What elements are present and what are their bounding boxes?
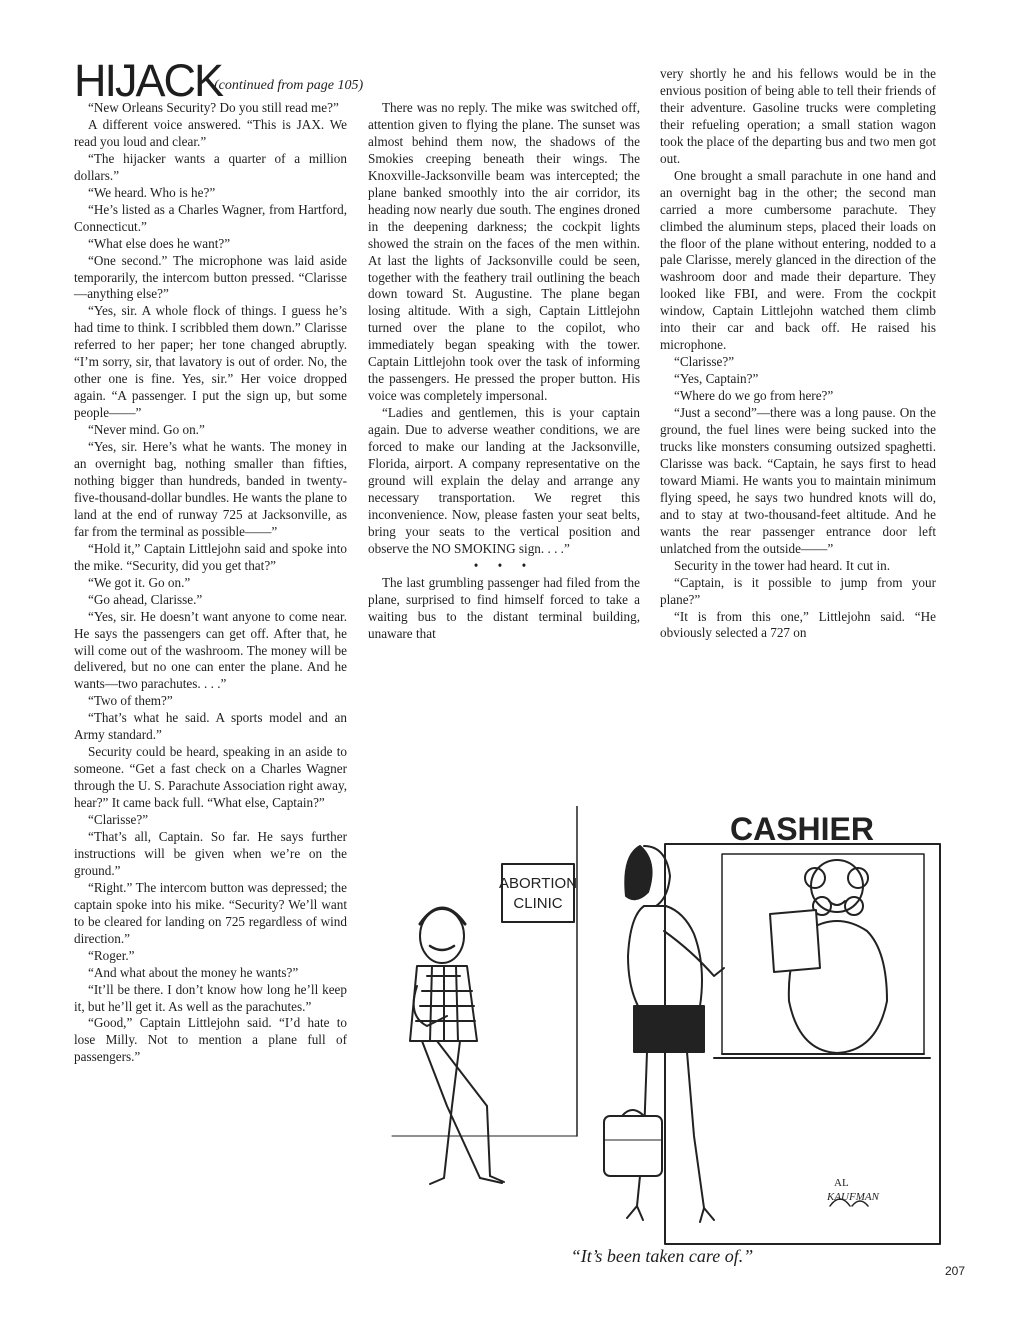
cartoon-caption: “It’s been taken care of.” [570,1246,754,1266]
paragraph: “What else does he want?” [88,235,231,251]
paragraph: “The hijacker wants a quarter of a million dollars.” [74,150,347,183]
abortion-clinic-sign [502,864,574,922]
paragraph: “We heard. Who is he?” [88,184,216,200]
paragraph: very shortly he and his fellows would be in the envious position of being able to tell their friends of their adventure. Gasoline trucks were completing their refueling operation; a small station wagon took the place of the departing bus and two men got out. [660,66,936,166]
paragraph: “New Orleans Security? Do you still read me?” [88,100,339,115]
text-column-1 [74,100,347,1066]
paragraph: “We got it. Go on.” [88,574,191,590]
text-column-3 [660,66,936,642]
paragraph: “It is from this one,” Littlejohn said. “He obviously selected a 727 on [660,608,936,641]
paragraph: “Good,” Captain Littlejohn said. “I’d hate to lose Milly. Not to mention a plane full of passengers.” [74,1015,347,1065]
paragraph: “Yes, sir. Here’s what he wants. The money in an overnight bag, nothing smaller than fifties, nothing bigger than hundreds, banded in twenty-five-thousand-dollar bundles. He wants the plane to land at the end of runway 725 at Jacksonville, as far from the terminal as possible——” [74,439,347,539]
paragraph: “Captain, is it possible to jump from your plane?” [660,574,936,607]
paragraph: One brought a small parachute in one hand and an overnight bag in the other; the second man carried a more cumbersome parachute. They climbed the aluminum steps, placed their loads on the floor of the plane without entering, nodded to a pale Clarisse, merely glanced in the direction of the washroom door and made their departure. They looked like FBI, and were. From the cockpit window, Captain Littlejohn watched them climb into their car and back off. He raised his microphone. [660,167,936,353]
abortion-sign-line1: ABORTION [498,875,578,892]
continued-note: (continued from page 105) [214,78,364,93]
paragraph: “Clarisse?” [674,354,735,370]
paragraph: A different voice answered. “This is JAX. We read you loud and clear.” [74,116,347,149]
cartoon-illustration [382,806,942,1246]
paragraph: “Hold it,” Captain Littlejohn said and spoke into the mike. “Security, did you get that?” [74,540,347,573]
artist-signature-line2: KAUFMAN [827,1191,879,1203]
paragraph: Security could be heard, speaking in an aside to someone. “Get a fast check on a Charles Wagner through the U. S. Parachute Association right away, hear?” It came back full. “What else, Captain?” [74,744,347,811]
paragraph: “Two of them?” [88,693,173,709]
paragraph: “That’s all, Captain. So far. He says further instructions will be given when we’re on the ground.” [74,828,347,878]
paragraph: “One second.” The microphone was laid aside temporarily, the intercom button pressed. “Clarisse—anything else?” [74,252,347,302]
paragraph: “Where do we go from here?” [674,388,834,404]
paragraph: “Right.” The intercom button was depressed; the captain spoke into his mike. “Security? We’ll want to be cleared for landing on 725 regardless of wind direction.” [74,879,347,946]
paragraph: • • • [473,557,535,573]
paragraph: “Yes, sir. A whole flock of things. I guess he’s had time to think. I scribbled them down.” Clarisse referred to her paper; her tone changed abruptly. “I’m sorry, sir, that lavatory is out of order. No, the other one is fine. Yes, sir.” Her voice dropped again. “A passenger. I put the sign up, but some people——” [74,303,347,421]
story-title: HIJACK [74,55,223,106]
page-number: 207 [944,1264,965,1278]
paragraph: There was no reply. The mike was switched off, attention given to flying the plane. The sunset was almost behind them now, the shadows of the Smokies creeping beneath their wings. The Knoxville-Jacksonville beam was intercepted; the plane banked smoothly into the air corridor, its heading now nearly due south. The engines droned in the deepening darkness; the cockpit lights showed the strain on the faces of the men within. At last the lights of Jacksonville could be seen, together with the feathery trail outlining the beach down toward St. Augustine. The plane began losing altitude. With a sigh, Captain Littlejohn turned over the plane to the copilot, who immediately began speaking with the tower. Captain Littlejohn took over the task of informing the passengers. He pressed the proper button. His voice was completely impersonal. [368,100,640,404]
paragraph: “It’ll be there. I don’t know how long he’ll keep it, but he’ll get it. As well as the parachutes.” [74,981,347,1014]
paragraph: “Never mind. Go on.” [88,422,205,438]
paragraph: The last grumbling passenger had filed from the plane, surprised to find himself forced to take a waiting bus to the distant terminal building, unaware that [368,574,640,641]
paragraph: “He’s listed as a Charles Wagner, from Hartford, Connecticut.” [74,201,347,234]
artist-signature-line1: AL [834,1177,849,1189]
paragraph: “That’s what he said. A sports model and an Army standard.” [74,710,347,743]
paragraph: “Ladies and gentlemen, this is your captain again. Due to adverse weather conditions, we are forced to make our landing at the Jacksonville, Florida, airport. A company representative on the ground will explain the delay and arrange any necessary transportation. We regret this inconvenience. Now, please fasten your seat belts, bring your seats to the vertical position and observe the NO SMOKING sign. . . .” [368,405,640,556]
paragraph: “Yes, sir. He doesn’t want anyone to come near. He says the passengers can get off. After that, he will come out of the washroom. The money will be delivered, but no one can enter the plane. And he wants—two parachutes. . . .” [74,608,347,692]
paragraph: Security in the tower had heard. It cut in. [674,557,891,573]
paragraph: “Just a second”—there was a long pause. On the ground, the fuel lines were being sucked into the trucks like monsters consuming outsized spaghetti. Clarisse was back. “Captain, he says first to head toward Miami. He wants you to maintain minimum flying speed, he says two hundred knots will do, and to stay at two-thousand-feet altitude. And he wants the rear passenger entrance door left unlatched from the outside——” [660,405,936,556]
paragraph: “Yes, Captain?” [674,371,759,387]
abortion-sign-line2: CLINIC [513,895,563,912]
paragraph: “Go ahead, Clarisse.” [88,591,203,607]
paragraph: “Roger.” [88,947,135,963]
text-column-2 [368,100,640,643]
cashier-sign: CASHIER [729,811,875,847]
paragraph: “Clarisse?” [88,812,149,828]
paragraph: “And what about the money he wants?” [88,964,299,980]
